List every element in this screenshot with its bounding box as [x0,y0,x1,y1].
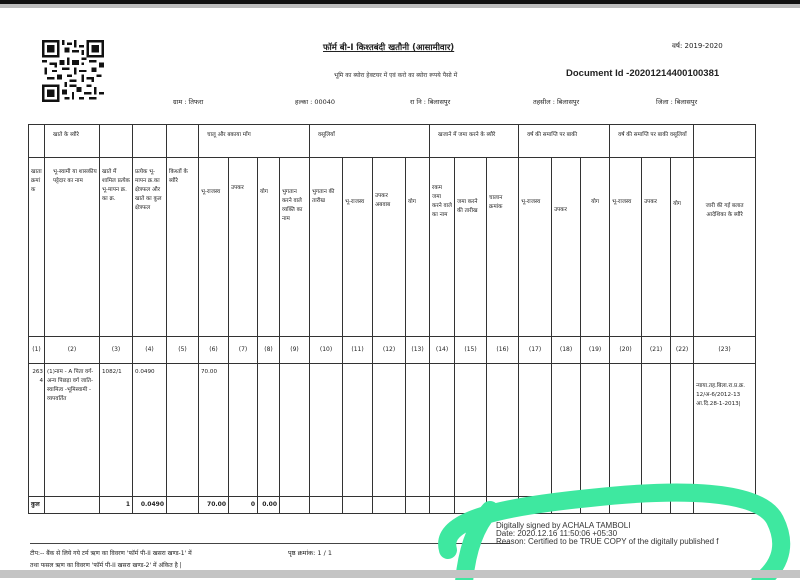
col-header: योग [671,158,694,337]
col-number: (9) [280,337,310,364]
col-header: उपकर [642,158,671,337]
col-header: योग [406,158,430,337]
group-empty-5 [167,125,199,158]
cell-empty [229,364,258,497]
col-number: (15) [455,337,487,364]
total-bhu-rajasv: 70.00 [199,497,229,514]
year-label: वर्ष: 2019-2020 [672,42,723,50]
area-value: 0.0490 [133,364,167,497]
viewer-top-shadow [0,4,800,8]
qr-code-icon [42,40,104,102]
col-header: चालान क्रमांक [487,158,519,337]
col-header: जमा करने की तारीख [455,158,487,337]
col-number: (8) [258,337,280,364]
signature-signer: Digitally signed by ACHALA TAMBOLI [496,521,631,530]
group-header-row [29,125,756,158]
cell-empty [280,497,310,514]
col-header: भू-राजस्व [199,158,229,337]
group-baaki: वर्ष की समाप्ति पर बाकी [519,125,610,158]
col-header: भुगतान की तारीख [310,158,343,337]
cell-empty [373,497,406,514]
total-yog: 0.00 [258,497,280,514]
col-number: (14) [430,337,455,364]
col-number: (17) [519,337,552,364]
col-number: (10) [310,337,343,364]
group-khajane: खजाने में जमा करने के ब्यौरे [430,125,519,158]
halka-label: हल्का : 00040 [295,98,336,106]
cell-empty [343,497,373,514]
cell-empty [258,364,280,497]
footer-note-line2: तथा फसल ऋण का विवरण 'फॉर्म पी-II खसरा खण्ड-2' में अंकित है | [30,562,182,569]
col-header: योग [258,158,280,337]
col-header: योग [581,158,610,337]
col-number: (7) [229,337,258,364]
signature-date: Date: 2020.12.16 11:50:06 +05:30 [496,529,618,538]
form-title: फॉर्म बी-I किश्तबंदी खतौनी (आसामीवार) [323,43,455,53]
kisht-details [167,364,199,497]
khata-number: 2634 [29,364,45,497]
owner-details: (1)नाम - A पिता वर्ग- अन्य पिछड़ा वर्ग जाति- स्वामित्व -भूमिस्वामी - व्यपवर्तित [45,364,100,497]
signature-reason: Reason: Certified to be TRUE COPY of the digitally published f [496,538,719,546]
col-number: (12) [373,337,406,364]
col-number: (20) [610,337,642,364]
cell-empty [45,497,100,514]
col-header: उपकर [229,158,258,337]
cell-empty [406,364,430,497]
group-empty-23 [694,125,756,158]
bhu-rajasv-value: 70.00 [199,364,229,497]
col-number: (13) [406,337,430,364]
col-header: जारी की गई बलात आदेशिका के ब्यौरे [694,158,756,337]
group-khate: खाते के ब्यौरे [45,125,100,158]
khatauni-table [28,124,756,514]
group-vasooliyan: वसूलियॉं [310,125,430,158]
col-number: (3) [100,337,133,364]
page-number: पृष्ठ क्रमांक: 1 / 1 [288,549,332,557]
document-id: Document Id -20201214400100381 [566,68,720,79]
col-number: (16) [487,337,519,364]
col-header: रकम जमा करने वाले का नाम [430,158,455,337]
group-empty-3 [100,125,133,158]
col-header: प्रत्येक भू-मापन क्र.का क्षेत्रफल और खाते का कुल क्षेत्रफल [133,158,167,337]
group-maang: चालू और बकाया मॉंग [199,125,310,158]
cell-empty [167,497,199,514]
column-number-row [29,337,756,364]
tehsil-label: तहसील : बिलासपुर [533,98,580,106]
viewer-bottom-edge [0,570,800,578]
total-survey-count: 1 [100,497,133,514]
col-header: भुगतान करने वाले व्यक्ति का नाम [280,158,310,337]
group-empty-4 [133,125,167,158]
col-header: खाते में शामिल प्रत्येक भू-मापन क्र. का क्र. [100,158,133,337]
cell-empty [310,497,343,514]
group-empty-1 [29,125,45,158]
col-number: (6) [199,337,229,364]
col-header: भू-राजस्व [343,158,373,337]
column-header-row [29,158,756,337]
total-label: कुल [29,497,45,514]
col-header: भू-राजस्व [519,158,552,337]
col-header: उपकर [552,158,581,337]
col-number: (23) [694,337,756,364]
order-details: न्याया.तह.बिला.रा.प्र.क्र. 12/अ-6/2012-13 आ.दि.28-1-2013| [694,364,756,497]
col-header: खाता क्रमांक [29,158,45,337]
cell-empty [406,497,430,514]
col-number: (1) [29,337,45,364]
col-header: किश्तों के ब्यौरे [167,158,199,337]
footer-note [30,548,290,572]
col-number: (19) [581,337,610,364]
col-header: भू-स्वामी या शासकीय पट्टेदार का नाम [45,158,100,337]
cell-empty [310,364,343,497]
cell-empty [373,364,406,497]
col-number: (18) [552,337,581,364]
col-number: (21) [642,337,671,364]
units-subtitle: भूमि का ब्योरा हेक्टयर में एवं करो का ब्योरा रूपये पैसो में [334,72,458,79]
col-header: भू-राजस्व [610,158,642,337]
survey-number: 1082/1 [100,364,133,497]
ri-label: रा नि : बिलासपुर [410,98,451,106]
village-label: ग्राम : तिफरा [173,98,204,106]
col-number: (22) [671,337,694,364]
cell-empty [280,364,310,497]
total-upkar: 0 [229,497,258,514]
group-baaki-vasooliyan: वर्ष की समाप्ति पर बाकी वसूलियॉं [610,125,694,158]
district-label: जिला : बिलासपुर [656,98,698,106]
col-number: (5) [167,337,199,364]
total-area: 0.0490 [133,497,167,514]
cell-empty [343,364,373,497]
col-header: उपकर अबवाब [373,158,406,337]
footer-note-line1: टीप:-- बैंक से लिये गये टर्म ऋण का विवरण 'फॉर्म पी-II खसरा खण्ड-1' में [30,550,192,557]
col-number: (4) [133,337,167,364]
col-number: (2) [45,337,100,364]
highlight-marker-loop-icon [430,470,800,580]
col-number: (11) [343,337,373,364]
